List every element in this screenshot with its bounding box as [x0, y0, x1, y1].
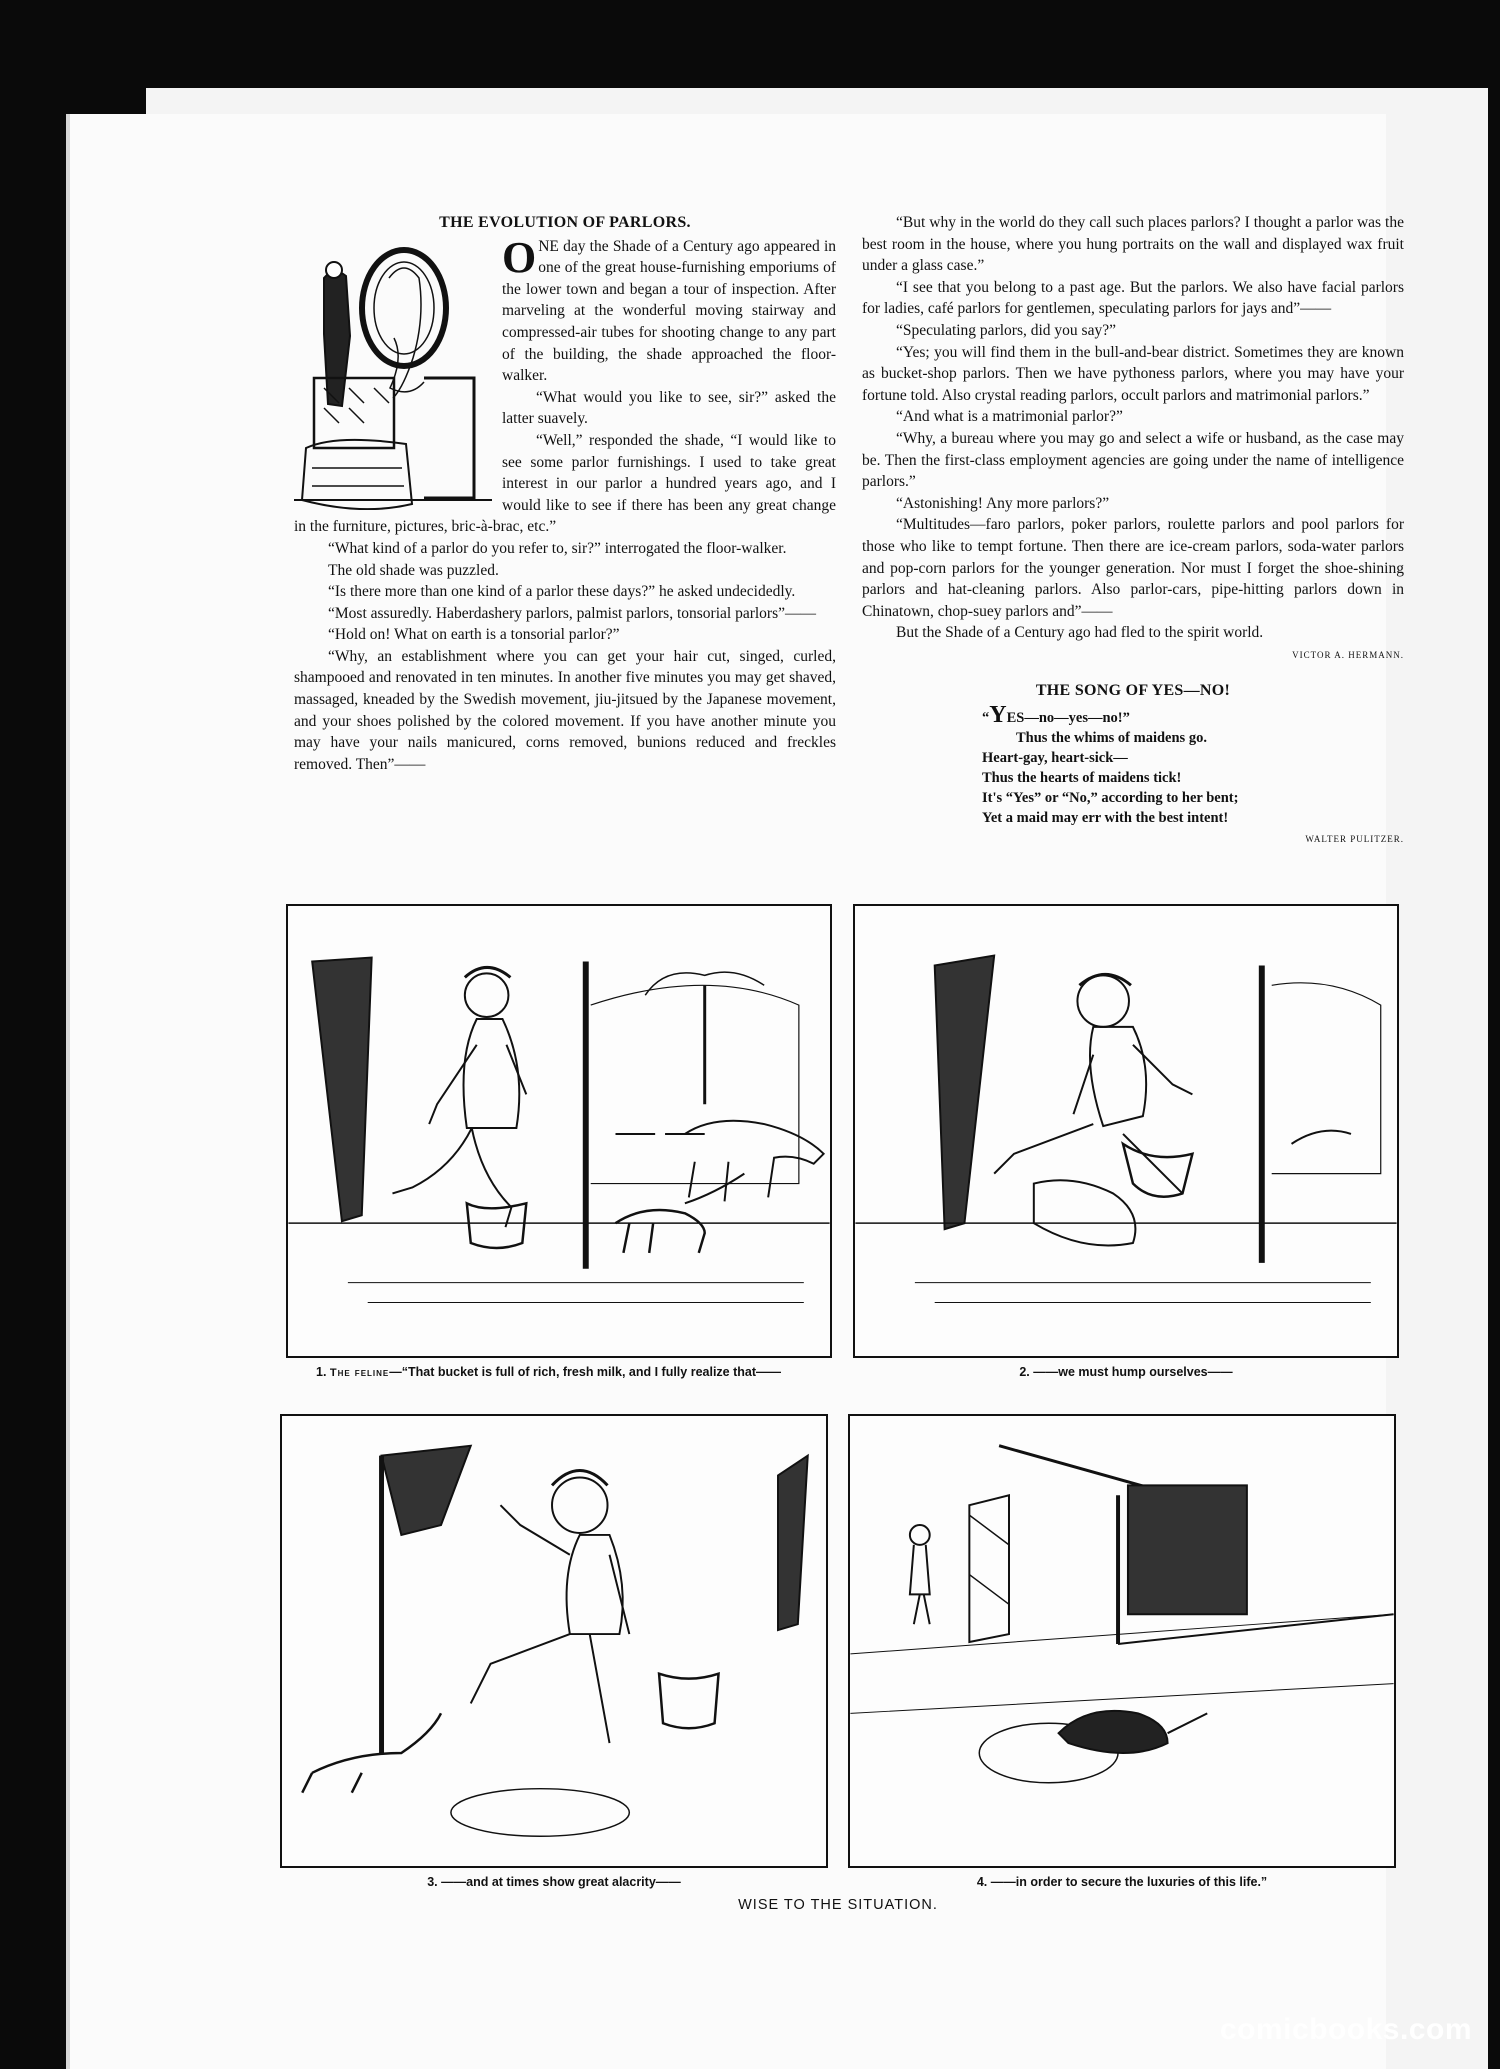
poem-quote-mark: “ [982, 710, 990, 727]
boy-stumbling-illustration [282, 1416, 826, 1866]
page-edge [66, 114, 70, 2069]
poem-line: Thus the whims of maidens go. [1016, 730, 1207, 747]
shade-in-parlor-illustration [294, 238, 492, 510]
article-paragraph: “Why, a bureau where you may go and select a wife or husband, as the case may be. Then the first-class employment agencies are going under the name of intelligence parlors.” [862, 429, 1404, 491]
article-paragraph: “What would you like to see, sir?” asked the latter suavely. [502, 388, 836, 428]
poem-line: Thus the hearts of maidens tick! [982, 770, 1182, 787]
drop-cap: O [502, 232, 537, 282]
article-right-column [862, 212, 1404, 851]
article-paragraph: “Astonishing! Any more parlors?” [896, 494, 1110, 512]
poem-line: It's “Yes” or “No,” according to her bent; [982, 790, 1239, 807]
panel-caption-2: 2. ——we must hump ourselves—— [1019, 1365, 1233, 1379]
article-byline: VICTOR A. HERMANN. [1292, 649, 1404, 660]
panel-caption-4: 4. ——in order to secure the luxuries of this life.” [976, 1875, 1268, 1889]
comic-strip-title: WISE TO THE SITUATION. [738, 1897, 938, 1913]
article-paragraph: “Hold on! What on earth is a tonsorial parlor?” [328, 626, 620, 644]
article-paragraph: “Yes; you will find them in the bull-and-bear district. Sometimes they are known as bucket-shop parlors. Then we have pythoness parlors, where you may have your fortune told. Also crystal reading parlors, occult parlors and matrimonial parlors.” [862, 343, 1404, 404]
article-paragraph: “Is there more than one kind of a parlor these days?” he asked undecidedly. [328, 583, 796, 601]
article-paragraph: The old shade was puzzled. [328, 561, 499, 579]
poem-initial: Y [989, 702, 1007, 729]
caption-speaker: The feline [329, 1367, 390, 1379]
article-paragraph: “Multitudes—faro parlors, poker parlors, roulette parlors and pool parlors for those who like to tempt fortune. Then there are ice-cream parlors, soda-water parlors and pop-corn parlors for the younger generation. Nor must I forget the shoe-shining parlors and hat-cleaning parlors. Also parlor-cars, pipe-hitting parlors down in Chinatown, chop-suey parlors and”—— [862, 516, 1404, 620]
boy-with-bucket-illustration [288, 906, 830, 1356]
panel-caption-3: 3. ——and at times show great alacrity—— [427, 1875, 681, 1889]
article-paragraph: “I see that you belong to a past age. But the parlors. We also have facial parlors for ladies, café parlors for gentlemen, speculating parlors for jays and”—— [862, 278, 1404, 318]
cat-drinking-milk-illustration [850, 1416, 1394, 1866]
poem-byline: WALTER PULITZER. [1305, 834, 1404, 845]
article-paragraph: “And what is a matrimonial parlor?” [896, 408, 1123, 426]
article-illustration [294, 238, 492, 510]
article-title: THE EVOLUTION OF PARLORS. [439, 214, 691, 231]
poem [982, 702, 1404, 828]
article-paragraph: “But why in the world do they call such places parlors? I thought a parlor was the best room in the house, where you hung portraits on the wall and displayed wax fruit under a glass case.” [862, 214, 1404, 275]
site-watermark: comicbooks.com [1219, 2013, 1472, 2046]
comic-panel-2 [853, 904, 1399, 1358]
article-paragraph: “Well,” responded the shade, “I would like to see some parlor furnishings. I used to take great interest in our parlor a hundred years ago, and I would like to see if there has been any great change in the furniture, pictures, bric-à-brac, etc.” [294, 431, 836, 536]
article-paragraph: “Most assuredly. Haberdashery parlors, palmist parlors, tonsorial parlors”—— [328, 604, 816, 622]
poem-line: Heart-gay, heart-sick— [982, 750, 1128, 767]
article-paragraph: But the Shade of a Century ago had fled to the spirit world. [896, 624, 1264, 642]
boy-tripping-illustration [855, 906, 1397, 1356]
poem-line: Yet a maid may err with the best intent! [982, 810, 1229, 827]
article-paragraph: NE day the Shade of a Century ago appeared in one of the great house-furnishing emporiums of the lower town and began a tour of inspection. After marveling at the wonderful moving stairway and compressed-air tubes for shooting change to any part of the building, the shade approached the floor-walker. [502, 237, 836, 385]
article-left-column [294, 212, 836, 775]
comic-panel-4 [848, 1414, 1396, 1868]
comic-panel-1 [286, 904, 832, 1358]
panel-caption-1: 1. The feline—“That bucket is full of rich, fresh milk, and I fully realize that—— [316, 1365, 782, 1379]
article-paragraph: “Why, an establishment where you can get your hair cut, singed, curled, shampooed and renovated in ten minutes. In another five minutes you may get shaved, massaged, kneaded by the Swedish movement, jiu-jitsued by the Japanese movement, and your shoes polished by the colored movement. If you have another minute you may have your nails manicured, corns removed, bunions reduced and freckles removed. Then”—— [294, 647, 836, 773]
comic-panel-3 [280, 1414, 828, 1868]
article-paragraph: “What kind of a parlor do you refer to, sir?” interrogated the floor-walker. [328, 539, 787, 557]
poem-line: “YES—no—yes—no!” [982, 702, 1130, 729]
article-paragraph: “Speculating parlors, did you say?” [896, 321, 1116, 339]
poem-title: THE SONG OF YES—NO! [1035, 682, 1231, 700]
